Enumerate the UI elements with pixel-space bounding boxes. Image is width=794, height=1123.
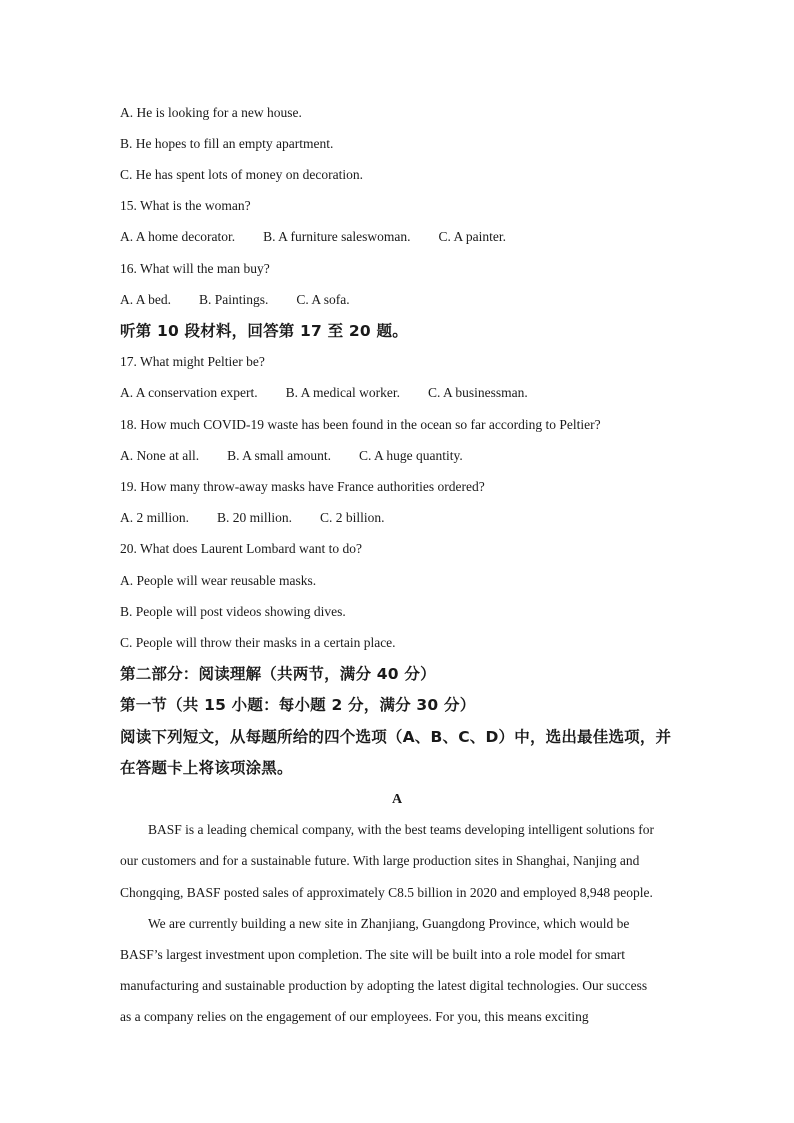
- q15-options: [120, 228, 506, 246]
- paragraph-1-line-3: Chongqing, BASF posted sales of approximately C8.5 billion in 2020 and employed 8,948 people.: [120, 885, 653, 900]
- q19-options: [120, 509, 385, 527]
- instruction-line-2: 在答题卡上将该项涂黑。: [120, 759, 293, 777]
- paragraph-1-line-2: our customers and for a sustainable future. With large production sites in Shanghai, Nanjing and: [120, 853, 640, 868]
- q18-option-a: A. None at all.: [120, 448, 200, 463]
- part-two-heading: 第二部分：阅读理解（共两节，满分 40 分）: [120, 665, 436, 683]
- question-15: 15. What is the woman?: [120, 198, 251, 213]
- q16-options: [120, 291, 350, 309]
- q17-options: [120, 384, 528, 402]
- instruction-line-1: 阅读下列短文，从每题所给的四个选项（A、B、C、D）中，选出最佳选项，并: [120, 728, 672, 746]
- section-heading-material-10: 听第 10 段材料，回答第 17 至 20 题。: [120, 322, 408, 340]
- paragraph-2-line-3: manufacturing and sustainable production by adopting the latest digital technologies. Our success: [120, 978, 648, 993]
- q18-option-c: C. A huge quantity.: [359, 448, 463, 463]
- q15-option-c: C. A painter.: [438, 229, 506, 244]
- paragraph-1-line-1: BASF is a leading chemical company, with the best teams developing intelligent solutions for: [148, 822, 655, 837]
- q20-option-a: A. People will wear reusable masks.: [120, 573, 317, 588]
- q19-option-a: A. 2 million.: [120, 510, 190, 525]
- q14-option-c: C. He has spent lots of money on decoration.: [120, 167, 363, 182]
- paragraph-2-line-1: We are currently building a new site in Zhanjiang, Guangdong Province, which would be: [148, 916, 630, 931]
- question-20: 20. What does Laurent Lombard want to do?: [120, 541, 362, 556]
- question-16: 16. What will the man buy?: [120, 261, 270, 276]
- q16-option-c: C. A sofa.: [296, 292, 350, 307]
- passage-title: A: [391, 792, 403, 807]
- q20-option-b: B. People will post videos showing dives.: [120, 604, 346, 619]
- q15-option-b: B. A furniture saleswoman.: [263, 229, 411, 244]
- q17-option-b: B. A medical worker.: [285, 385, 400, 400]
- q19-option-c: C. 2 billion.: [320, 510, 385, 525]
- q14-option-b: B. He hopes to fill an empty apartment.: [120, 136, 334, 151]
- q18-options: [120, 447, 463, 465]
- q20-option-c: C. People will throw their masks in a certain place.: [120, 635, 396, 650]
- q17-option-a: A. A conservation expert.: [120, 385, 258, 400]
- paragraph-2-line-4: as a company relies on the engagement of our employees. For you, this means exciting: [120, 1009, 589, 1024]
- question-18: 18. How much COVID-19 waste has been found in the ocean so far according to Peltier?: [120, 417, 601, 432]
- q14-option-a: A. He is looking for a new house.: [120, 105, 302, 120]
- section-one-heading: 第一节（共 15 小题：每小题 2 分，满分 30 分）: [120, 696, 476, 714]
- q17-option-c: C. A businessman.: [427, 385, 528, 400]
- q18-option-b: B. A small amount.: [227, 448, 331, 463]
- q15-option-a: A. A home decorator.: [120, 229, 236, 244]
- question-17: 17. What might Peltier be?: [120, 354, 265, 369]
- paragraph-2-line-2: BASF’s largest investment upon completion. The site will be built into a role model for smart: [120, 947, 625, 962]
- question-19: 19. How many throw-away masks have France authorities ordered?: [120, 479, 485, 494]
- q19-option-b: B. 20 million.: [217, 510, 293, 525]
- q16-option-b: B. Paintings.: [199, 292, 269, 307]
- q16-option-a: A. A bed.: [120, 292, 172, 307]
